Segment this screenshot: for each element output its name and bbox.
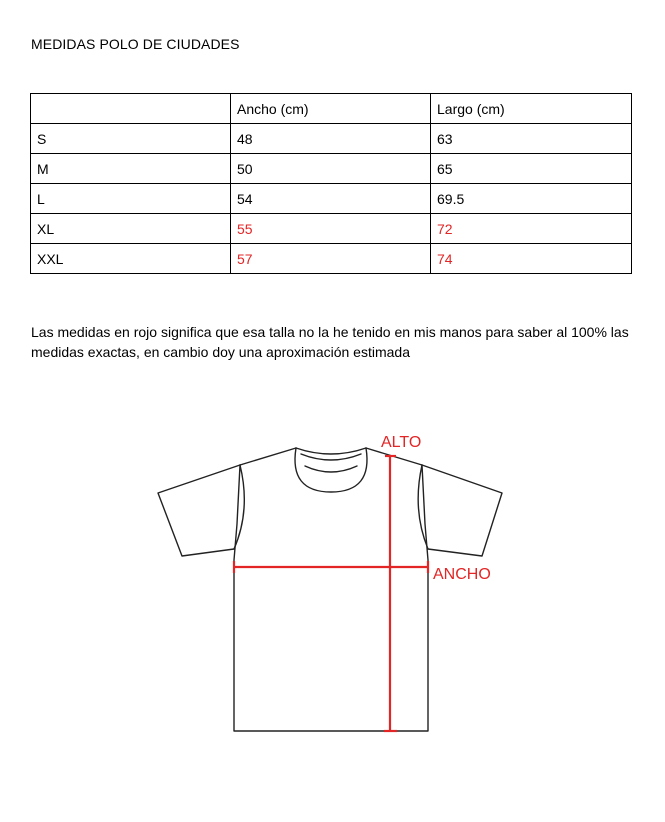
largo-cell: 72	[431, 214, 632, 244]
largo-cell: 69.5	[431, 184, 632, 214]
table-header-cell: Ancho (cm)	[231, 94, 431, 124]
tshirt-right-sleeve	[422, 465, 502, 556]
largo-cell: 65	[431, 154, 632, 184]
page-title: MEDIDAS POLO DE CIUDADES	[31, 36, 240, 52]
size-cell: XXL	[31, 244, 231, 274]
tshirt-collar-rib-1	[301, 454, 361, 460]
size-cell: L	[31, 184, 231, 214]
largo-cell: 74	[431, 244, 632, 274]
ancho-measure	[234, 561, 428, 573]
tshirt-collar-back	[296, 448, 366, 454]
size-cell: M	[31, 154, 231, 184]
ancho-cell: 57	[231, 244, 431, 274]
ancho-cell: 55	[231, 214, 431, 244]
tshirt-collar-rib-2	[305, 466, 357, 472]
tshirt-outline-icon	[158, 448, 502, 731]
size-cell: XL	[31, 214, 231, 244]
tshirt-left-shoulder	[240, 448, 296, 465]
estimate-note: Las medidas en rojo significa que esa talla no la he tenido en mis manos para saber al 100% las medidas exactas, en cambio doy una aproximación estimada	[31, 324, 629, 360]
ancho-cell: 50	[231, 154, 431, 184]
alto-measure	[384, 456, 397, 731]
ancho-label: ANCHO	[433, 566, 491, 583]
table-header-cell: Largo (cm)	[431, 94, 632, 124]
ancho-cell: 48	[231, 124, 431, 154]
largo-cell: 63	[431, 124, 632, 154]
size-cell: S	[31, 124, 231, 154]
alto-label: ALTO	[381, 434, 422, 451]
tshirt-body	[234, 465, 428, 731]
ancho-cell: 54	[231, 184, 431, 214]
tshirt-left-sleeve	[158, 465, 240, 556]
